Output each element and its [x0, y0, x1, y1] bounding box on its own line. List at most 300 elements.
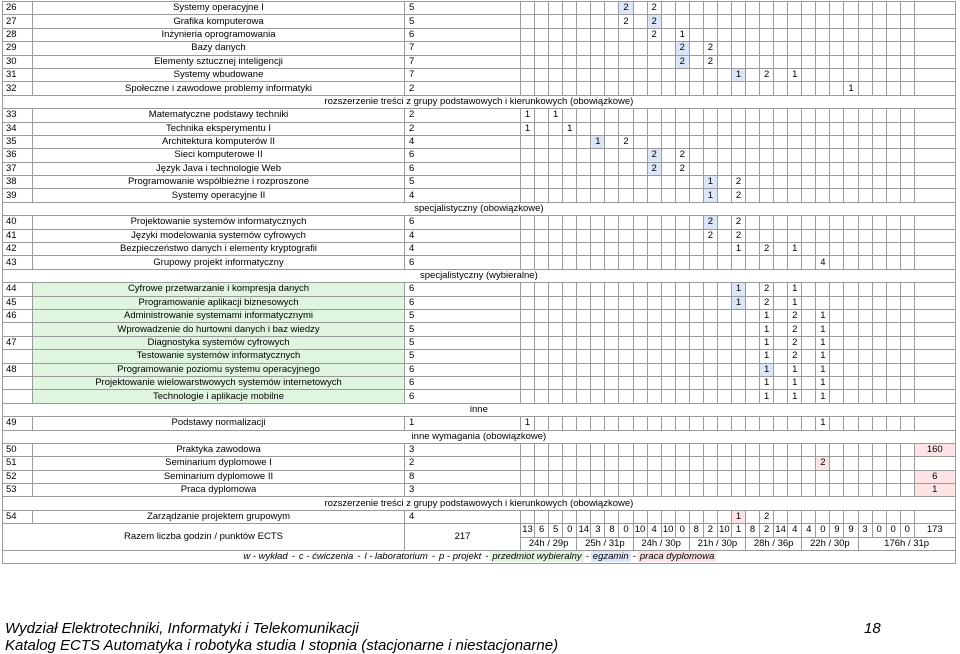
section-header: inne: [3, 403, 956, 416]
hours-cell: [647, 376, 661, 389]
hours-cell: 2: [731, 229, 745, 242]
hours-cell: [900, 135, 914, 148]
hours-cell: [591, 55, 605, 68]
hours-cell: [731, 457, 745, 470]
hours-cell: [675, 122, 689, 135]
hours-cell: [563, 135, 577, 148]
hours-cell: [760, 417, 774, 430]
hours-cell: [886, 283, 900, 296]
hours-cell: [591, 417, 605, 430]
hours-cell: 1: [816, 376, 830, 389]
hours-cell: [675, 243, 689, 256]
course-ects: 6: [405, 28, 521, 41]
hours-cell: [535, 82, 549, 95]
summary-hours: 5: [549, 524, 563, 537]
hours-cell: [858, 256, 872, 269]
hours-cell: [605, 68, 619, 81]
hours-cell: [591, 510, 605, 523]
hours-cell: [802, 42, 816, 55]
course-number: [3, 376, 33, 389]
hours-cell: [858, 82, 872, 95]
hours-cell: [535, 176, 549, 189]
hours-cell: [605, 149, 619, 162]
hours-cell: [788, 484, 802, 497]
hours-cell: [746, 323, 760, 336]
legend-laboratory: l - laboratorium: [364, 551, 428, 563]
hours-cell: [619, 376, 633, 389]
hours-cell: [886, 470, 900, 483]
hours-cell: [549, 229, 563, 242]
hours-cell: [619, 55, 633, 68]
hours-cell: [689, 484, 703, 497]
hours-cell: 1: [563, 122, 577, 135]
hours-cell: [830, 376, 844, 389]
hours-cell: [535, 122, 549, 135]
hours-cell: [900, 470, 914, 483]
hours-cell: [647, 42, 661, 55]
hours-cell: [802, 216, 816, 229]
course-name: Diagnostyka systemów cyfrowych: [33, 336, 405, 349]
summary-hours: 2: [760, 524, 774, 537]
hours-cell: 1: [760, 376, 774, 389]
hours-cell: [619, 417, 633, 430]
hours-cell: [675, 2, 689, 15]
course-name: Programowanie poziomu systemu operacyjnego: [33, 363, 405, 376]
hours-cell: [900, 376, 914, 389]
hours-cell: [886, 109, 900, 122]
hours-cell: [689, 15, 703, 28]
hours-cell: [760, 229, 774, 242]
course-name: Praktyka zawodowa: [33, 443, 405, 456]
hours-cell: [577, 283, 591, 296]
legend-separator: -: [291, 551, 295, 563]
hours-cell: [844, 283, 858, 296]
hours-cell: [619, 216, 633, 229]
hours-cell: [689, 336, 703, 349]
hours-cell: [619, 229, 633, 242]
hours-cell: [830, 15, 844, 28]
hours-cell: [830, 457, 844, 470]
hours-cell: [717, 470, 731, 483]
hours-cell: [703, 323, 717, 336]
hours-cell: [549, 176, 563, 189]
hours-cell: [633, 243, 647, 256]
hours-cell: [647, 363, 661, 376]
hours-cell: 2: [675, 55, 689, 68]
hours-cell: [521, 457, 535, 470]
hours-cell: [774, 243, 788, 256]
hours-cell: 2: [788, 350, 802, 363]
course-number: [3, 390, 33, 403]
course-name: Systemy wbudowane: [33, 68, 405, 81]
hours-cell: [689, 510, 703, 523]
summary-hours: 8: [746, 524, 760, 537]
hours-cell: 1: [788, 68, 802, 81]
hours-cell: [549, 390, 563, 403]
hours-cell: [830, 256, 844, 269]
hours-cell: [689, 243, 703, 256]
hours-cell: [703, 376, 717, 389]
hours-cell: [521, 55, 535, 68]
course-row: [3, 68, 956, 81]
hours-cell: [844, 510, 858, 523]
course-ects: 2: [405, 122, 521, 135]
hours-cell: [535, 243, 549, 256]
hours-cell: [788, 55, 802, 68]
hours-cell: [872, 484, 886, 497]
hours-cell: [605, 484, 619, 497]
hours-cell: [535, 363, 549, 376]
hours-cell: [731, 323, 745, 336]
hours-cell: [858, 42, 872, 55]
course-name: Sieci komputerowe II: [33, 149, 405, 162]
hours-cell: [591, 484, 605, 497]
hours-cell: [717, 149, 731, 162]
hours-cell: [872, 376, 886, 389]
hours-cell: [886, 350, 900, 363]
hours-cell: [577, 176, 591, 189]
hours-cell: [774, 363, 788, 376]
hours-cell: [760, 457, 774, 470]
summary-hours: 8: [689, 524, 703, 537]
hours-cell: [788, 176, 802, 189]
hours-cell: 2: [675, 149, 689, 162]
semester-total: 21h / 30p: [689, 537, 745, 550]
hours-cell: 1: [788, 283, 802, 296]
hours-cell: [830, 323, 844, 336]
hours-cell: [675, 229, 689, 242]
summary-hours: 10: [634, 524, 646, 536]
hours-cell: 1: [549, 109, 563, 122]
hours-cell: [563, 229, 577, 242]
hours-cell: [535, 470, 549, 483]
hours-cell: [900, 443, 914, 456]
hours-cell: [563, 189, 577, 202]
hours-cell: [830, 55, 844, 68]
hours-cell: [731, 2, 745, 15]
hours-cell: [872, 109, 886, 122]
hours-cell: [858, 68, 872, 81]
course-number: 38: [3, 176, 33, 189]
hours-cell: [872, 336, 886, 349]
hours-cell: [760, 122, 774, 135]
hours-cell: [717, 510, 731, 523]
hours-cell: [661, 457, 675, 470]
course-plan-table: [2, 1, 956, 564]
hours-cell: 1: [760, 390, 774, 403]
hours-cell: [872, 82, 886, 95]
hours-cell: [816, 109, 830, 122]
hours-cell: [788, 162, 802, 175]
hours-cell: [816, 135, 830, 148]
course-row: [3, 256, 956, 269]
hours-cell: 2: [760, 296, 774, 309]
hours-cell: [872, 283, 886, 296]
hours-cell: [619, 443, 633, 456]
hours-cell: [647, 283, 661, 296]
hours-cell: [816, 510, 830, 523]
hours-cell: [661, 243, 675, 256]
hours-cell: [605, 109, 619, 122]
course-name: Praca dyplomowa: [33, 484, 405, 497]
hours-cell: [746, 189, 760, 202]
hours-cell: [830, 216, 844, 229]
course-ects: 5: [405, 336, 521, 349]
hours-cell: [703, 443, 717, 456]
hours-cell: [535, 283, 549, 296]
hours-cell: [802, 243, 816, 256]
summary-hours: 10: [719, 524, 730, 536]
course-ects: 6: [405, 376, 521, 389]
hours-cell: [844, 443, 858, 456]
hours-cell: 1: [731, 243, 745, 256]
hours-cell: [830, 309, 844, 322]
hours-cell: [535, 510, 549, 523]
hours-cell: [661, 510, 675, 523]
hours-cell: [717, 216, 731, 229]
hours-cell: [549, 2, 563, 15]
course-row: [3, 15, 956, 28]
course-row: [3, 28, 956, 41]
course-name: Grupowy projekt informatyczny: [33, 256, 405, 269]
final-cell: [914, 457, 955, 470]
hours-cell: [605, 216, 619, 229]
hours-cell: [703, 15, 717, 28]
hours-cell: [816, 42, 830, 55]
hours-cell: [689, 2, 703, 15]
hours-cell: [844, 323, 858, 336]
hours-cell: [830, 470, 844, 483]
course-row: [3, 243, 956, 256]
hours-cell: [774, 42, 788, 55]
hours-cell: [746, 55, 760, 68]
hours-cell: [577, 109, 591, 122]
hours-cell: [858, 296, 872, 309]
hours-cell: [577, 189, 591, 202]
course-ects: 3: [405, 443, 521, 456]
hours-cell: [731, 42, 745, 55]
hours-cell: [858, 470, 872, 483]
hours-cell: [802, 28, 816, 41]
hours-cell: [760, 149, 774, 162]
hours-cell: [731, 28, 745, 41]
hours-cell: [886, 229, 900, 242]
course-row: [3, 216, 956, 229]
section-header: inne wymagania (obowiązkowe): [3, 430, 956, 443]
summary-hours: 6: [535, 524, 549, 537]
course-row: [3, 109, 956, 122]
hours-cell: [633, 82, 647, 95]
hours-cell: [563, 28, 577, 41]
hours-cell: [886, 484, 900, 497]
hours-cell: [647, 510, 661, 523]
hours-cell: [844, 256, 858, 269]
course-row: [3, 417, 956, 430]
hours-cell: [788, 470, 802, 483]
hours-cell: 1: [760, 363, 774, 376]
hours-cell: [816, 82, 830, 95]
course-row: [3, 149, 956, 162]
hours-cell: [858, 122, 872, 135]
hours-cell: [563, 457, 577, 470]
hours-cell: [703, 484, 717, 497]
hours-cell: [549, 149, 563, 162]
hours-cell: [830, 283, 844, 296]
final-cell: [914, 28, 955, 41]
hours-cell: [886, 135, 900, 148]
hours-cell: [703, 149, 717, 162]
hours-cell: [802, 55, 816, 68]
hours-cell: [816, 28, 830, 41]
course-name: Bazy danych: [33, 42, 405, 55]
hours-cell: [844, 15, 858, 28]
hours-cell: [746, 68, 760, 81]
hours-cell: [830, 68, 844, 81]
hours-cell: [872, 68, 886, 81]
hours-cell: [591, 283, 605, 296]
hours-cell: [563, 390, 577, 403]
hours-cell: 2: [760, 510, 774, 523]
hours-cell: [703, 510, 717, 523]
hours-cell: [675, 470, 689, 483]
hours-cell: [605, 376, 619, 389]
hours-cell: [619, 510, 633, 523]
hours-cell: [619, 162, 633, 175]
hours-cell: [802, 336, 816, 349]
final-cell: [914, 323, 955, 336]
hours-cell: [717, 417, 731, 430]
hours-cell: 2: [647, 162, 661, 175]
final-cell: [914, 82, 955, 95]
hours-cell: [549, 309, 563, 322]
hours-cell: [661, 15, 675, 28]
course-ects: 1: [405, 417, 521, 430]
hours-cell: 2: [788, 309, 802, 322]
hours-cell: [647, 243, 661, 256]
hours-cell: [689, 283, 703, 296]
hours-cell: [675, 336, 689, 349]
hours-cell: [619, 336, 633, 349]
hours-cell: [816, 55, 830, 68]
final-cell: [914, 256, 955, 269]
hours-cell: [591, 443, 605, 456]
hours-cell: [647, 82, 661, 95]
hours-cell: [802, 309, 816, 322]
hours-cell: [521, 2, 535, 15]
hours-cell: [858, 149, 872, 162]
course-number: 44: [3, 283, 33, 296]
hours-cell: 2: [647, 28, 661, 41]
hours-cell: 1: [816, 350, 830, 363]
hours-cell: [647, 68, 661, 81]
course-name: Inżynieria oprogramowania: [33, 28, 405, 41]
hours-cell: [830, 443, 844, 456]
course-ects: 2: [405, 457, 521, 470]
final-cell: [914, 363, 955, 376]
hours-cell: [577, 229, 591, 242]
hours-cell: [675, 484, 689, 497]
hours-cell: [858, 243, 872, 256]
hours-cell: 1: [816, 336, 830, 349]
hours-cell: [788, 216, 802, 229]
course-ects: 5: [405, 350, 521, 363]
hours-cell: [816, 176, 830, 189]
hours-cell: [591, 82, 605, 95]
final-cell: [914, 2, 955, 15]
hours-cell: [760, 176, 774, 189]
hours-cell: [647, 350, 661, 363]
hours-cell: [633, 283, 647, 296]
hours-cell: [886, 2, 900, 15]
hours-cell: [760, 256, 774, 269]
hours-cell: 1: [788, 243, 802, 256]
hours-cell: [647, 457, 661, 470]
hours-cell: [591, 309, 605, 322]
hours-cell: [717, 28, 731, 41]
hours-cell: [647, 470, 661, 483]
hours-cell: [886, 390, 900, 403]
course-ects: 5: [405, 309, 521, 322]
course-ects: 6: [405, 363, 521, 376]
hours-cell: [802, 283, 816, 296]
hours-cell: [886, 189, 900, 202]
hours-cell: [900, 122, 914, 135]
hours-cell: [633, 363, 647, 376]
hours-cell: [886, 176, 900, 189]
hours-cell: [661, 336, 675, 349]
hours-cell: [844, 309, 858, 322]
hours-cell: [591, 162, 605, 175]
hours-cell: [563, 363, 577, 376]
hours-cell: [816, 216, 830, 229]
hours-cell: [717, 243, 731, 256]
hours-cell: [900, 82, 914, 95]
hours-cell: [689, 457, 703, 470]
hours-cell: [872, 243, 886, 256]
hours-cell: [619, 256, 633, 269]
hours-cell: 2: [675, 162, 689, 175]
hours-cell: [858, 189, 872, 202]
hours-cell: [788, 256, 802, 269]
hours-cell: [816, 2, 830, 15]
hours-cell: [731, 15, 745, 28]
semester-total: 28h / 36p: [746, 537, 802, 550]
final-cell: [914, 417, 955, 430]
hours-cell: [577, 443, 591, 456]
final-cell: [914, 176, 955, 189]
hours-cell: [746, 296, 760, 309]
hours-cell: [549, 510, 563, 523]
course-number: 32: [3, 82, 33, 95]
hours-cell: [689, 176, 703, 189]
hours-cell: [675, 390, 689, 403]
hours-cell: [760, 484, 774, 497]
hours-cell: [661, 296, 675, 309]
hours-cell: [661, 323, 675, 336]
hours-cell: [717, 350, 731, 363]
hours-cell: [563, 82, 577, 95]
course-ects: 2: [405, 82, 521, 95]
hours-cell: [675, 443, 689, 456]
hours-cell: [703, 457, 717, 470]
hours-cell: [591, 42, 605, 55]
hours-cell: [900, 417, 914, 430]
hours-cell: [788, 457, 802, 470]
hours-cell: [788, 189, 802, 202]
hours-cell: [577, 135, 591, 148]
hours-cell: [675, 82, 689, 95]
hours-cell: [844, 135, 858, 148]
